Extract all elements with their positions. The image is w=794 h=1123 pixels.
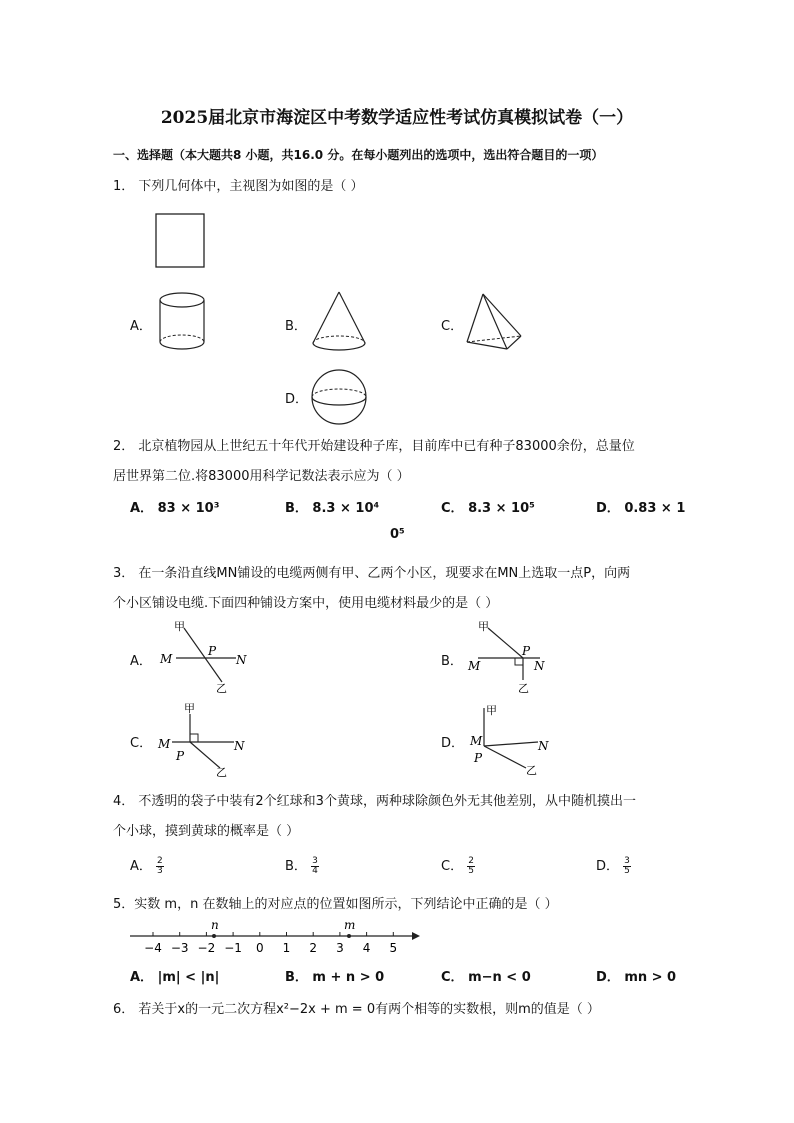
tetrahedron-figure [465,292,525,352]
q3-option-a[interactable]: A． [130,654,152,669]
svg-text:M: M [470,734,483,748]
number-line-tick-label: 0 [255,941,264,955]
svg-text:甲: 甲 [184,702,195,715]
q2-option-b[interactable]: B． 8.3 × 10⁴ [285,501,380,516]
svg-text:P: P [208,644,217,658]
number-line-tick-label: −3 [170,941,189,955]
q1-option-c[interactable]: C． [441,319,464,334]
svg-text:甲: 甲 [478,620,489,633]
q2-option-c[interactable]: C． 8.3 × 10⁵ [441,501,535,516]
point-n [212,934,216,938]
number-line-tick-label: −2 [197,941,216,955]
q3-option-c[interactable]: C． [130,736,153,751]
svg-text:乙: 乙 [518,682,529,695]
q1-front-view-square [155,213,207,269]
q3-diagram-d [468,700,568,780]
q1-option-a[interactable]: A． [130,319,152,334]
svg-text:N: N [236,653,247,667]
q4-option-b[interactable]: B． $\frac{3}{4}$ [285,856,318,876]
svg-text:乙: 乙 [526,764,537,777]
q2-line1: 2． 北京植物园从上世纪五十年代开始建设种子库，目前库中已有种子83000余份，总量位 [113,439,635,454]
q4-line2: 个小球，摸到黄球的概率是（ ） [113,824,300,839]
q1-option-d[interactable]: D． [285,392,309,407]
svg-text:M: M [158,737,171,751]
cylinder-figure [158,292,208,356]
q5-option-d[interactable]: D． mn > 0 [596,970,677,985]
q3-option-d[interactable]: D． [441,736,465,751]
q3-diagram-b [468,618,568,698]
svg-text:N: N [538,739,549,753]
section-heading: 一、选择题（本大题共8 小题，共16.0 分。在每小题列出的选项中，选出符合题目的一项） [113,148,604,162]
number-line [130,918,430,958]
q1-option-b[interactable]: B． [285,319,307,334]
svg-text:M: M [468,659,481,673]
q2-option-a[interactable]: A． 83 × 10³ [130,501,220,516]
svg-text:N: N [234,739,245,753]
label-n: n [211,918,219,932]
label-yi: 乙 [216,682,227,695]
page-title: 2025届北京市海淀区中考数学适应性考试仿真模拟试卷（一） [160,108,634,128]
fraction: $\frac{3}{5}$ [624,856,630,876]
q3-diagram-a [160,618,260,694]
cone-figure [311,290,369,354]
q3-line1: 3． 在一条沿直线MN铺设的电缆两侧有甲、乙两个小区，现要求在MN上选取一点P，向两 [113,566,631,581]
number-line-tick-label: 3 [336,941,344,955]
number-line-tick-label: 2 [309,941,318,955]
point-m [347,934,351,938]
q5-option-c[interactable]: C． m−n < 0 [441,970,531,985]
svg-text:乙: 乙 [216,766,227,779]
number-line-tick-label: −1 [224,941,242,955]
q6-stem: 6． 若关于x的一元二次方程x²−2x + m = 0有两个相等的实数根，则m的值是（ ） [113,1002,600,1017]
q3-line2: 个小区铺设电缆.下面四种铺设方案中，使用电缆材料最少的是（ ） [113,596,499,611]
q3-option-b[interactable]: B． [441,654,463,669]
number-line-tick-label: 1 [282,941,291,955]
svg-text:P: P [474,751,483,765]
svg-text:P: P [176,749,185,763]
q2-line2: 居世界第二位.将83000用科学记数法表示应为（ ） [113,469,410,484]
q5-option-a[interactable]: A． |m| < |n| [130,970,220,985]
q5-option-b[interactable]: B． m + n > 0 [285,970,385,985]
fraction: $\frac{3}{4}$ [312,856,318,876]
svg-text:N: N [534,659,545,673]
q4-option-a[interactable]: A． $\frac{2}{3}$ [130,856,163,876]
q2-option-d-overflow: 0⁵ [390,527,405,542]
q4-line1: 4． 不透明的袋子中装有2个红球和3个黄球，两种球除颜色外无其他差别，从中随机摸出一 [113,794,636,809]
number-line-tick-label: 5 [389,941,398,955]
q2-option-d[interactable]: D． 0.83 × 1 [596,501,686,516]
fraction: $\frac{2}{5}$ [468,856,474,876]
q4-option-c[interactable]: C． $\frac{2}{5}$ [441,856,474,876]
number-line-tick-label: −4 [144,941,162,955]
sphere-figure [311,370,371,426]
fraction: $\frac{2}{3}$ [157,856,163,876]
q4-option-d[interactable]: D． $\frac{3}{5}$ [596,856,630,876]
label-jia: 甲 [174,620,185,633]
svg-text:P: P [522,644,531,658]
q1-stem: 1． 下列几何体中，主视图为如图的是（ ） [113,179,364,194]
svg-text:甲: 甲 [486,704,497,717]
number-line-tick-label: 4 [362,941,371,955]
q5-stem: 5．实数 m，n 在数轴上的对应点的位置如图所示，下列结论中正确的是（ ） [113,897,558,912]
svg-text:M: M [160,652,173,666]
label-m: m [344,918,356,932]
q3-diagram-c [158,700,258,780]
